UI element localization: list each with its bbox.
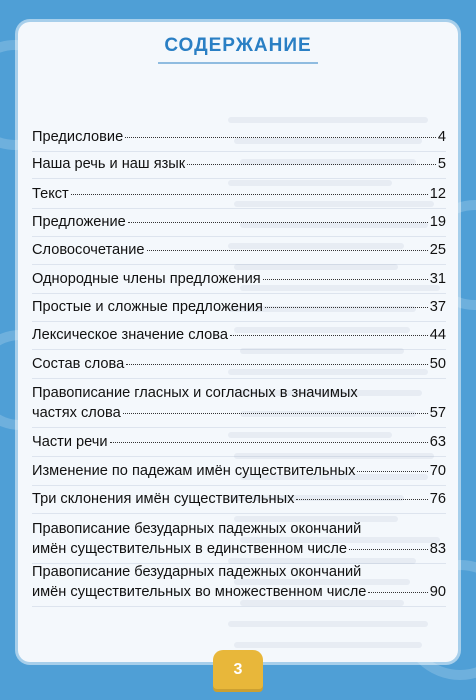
entry-separator [32, 178, 446, 179]
toc-page-number: 83 [429, 541, 446, 557]
leader-dots [265, 307, 428, 308]
toc-entry[interactable] [32, 354, 446, 374]
toc-page-number: 4 [437, 129, 446, 145]
toc-entry-title: Простые и сложные предложения [32, 299, 263, 315]
toc-entry-title: Три склонения имён существительных [32, 491, 295, 507]
toc-page-number: 44 [429, 327, 446, 343]
toc-entry[interactable] [32, 325, 446, 345]
toc-page-number: 25 [429, 242, 446, 258]
toc-entry[interactable] [32, 432, 446, 452]
entry-separator [32, 264, 446, 265]
toc-entry[interactable] [32, 184, 446, 204]
entry-separator [32, 485, 446, 486]
title-underline [158, 62, 318, 64]
leader-dots [71, 194, 428, 195]
entry-separator [32, 513, 446, 514]
page-number-badge: 3 [213, 650, 263, 692]
toc-page-number: 37 [429, 299, 446, 315]
entry-separator [32, 293, 446, 294]
bleed-through-line [228, 621, 428, 627]
toc-entry[interactable] [32, 562, 446, 602]
toc-entry-title: Состав слова [32, 356, 125, 372]
leader-dots [187, 164, 436, 165]
entry-separator [32, 349, 446, 350]
toc-page-number: 19 [429, 214, 446, 230]
toc-entry-title: Правописание безударных падежных окончаний [32, 521, 362, 537]
leader-dots [357, 471, 427, 472]
entry-separator [32, 378, 446, 379]
leader-dots [349, 549, 428, 550]
toc-entry-title: Лексическое значение слова [32, 327, 228, 343]
toc-page-number: 70 [429, 463, 446, 479]
toc-entry[interactable] [32, 269, 446, 289]
leader-dots [230, 335, 428, 336]
leader-dots [147, 250, 428, 251]
toc-page-number: 31 [429, 271, 446, 287]
leader-dots [368, 592, 427, 593]
entry-separator [32, 151, 446, 152]
leader-dots [128, 222, 428, 223]
toc-page-number: 90 [429, 584, 446, 600]
toc-page-number: 5 [437, 156, 446, 172]
toc-entry-title: Однородные члены предложения [32, 271, 261, 287]
toc-entry[interactable] [32, 212, 446, 232]
toc-entry-title: Изменение по падежам имён существительных [32, 463, 356, 479]
toc-entry[interactable] [32, 240, 446, 260]
toc-page-number: 76 [429, 491, 446, 507]
leader-dots [123, 413, 428, 414]
toc-entry[interactable] [32, 127, 446, 147]
toc-entry[interactable] [32, 297, 446, 317]
leader-dots [125, 137, 436, 138]
toc-entry-title: Словосочетание [32, 242, 145, 258]
toc-entry[interactable] [32, 519, 446, 559]
toc-entry-title: имён существительных в единственном числе [32, 541, 348, 557]
entry-separator [32, 456, 446, 457]
toc-page-number: 57 [429, 405, 446, 421]
toc-entry-title: частях слова [32, 405, 121, 421]
toc-page-number: 12 [429, 186, 446, 202]
bleed-through-line [234, 642, 422, 648]
toc-entry-title: Текст [32, 186, 69, 202]
toc-page-number: 63 [429, 434, 446, 450]
toc-entry[interactable] [32, 461, 446, 481]
leader-dots [110, 442, 428, 443]
toc-entry[interactable] [32, 383, 446, 423]
bleed-through-line [228, 117, 428, 123]
toc-entry[interactable] [32, 154, 446, 174]
toc-entry[interactable] [32, 489, 446, 509]
contents-page [18, 22, 458, 662]
entry-separator [32, 236, 446, 237]
leader-dots [263, 279, 428, 280]
entry-separator [32, 321, 446, 322]
toc-entry-title: Наша речь и наш язык [32, 156, 186, 172]
toc-entry-title: Предложение [32, 214, 126, 230]
toc-page-number: 50 [429, 356, 446, 372]
toc-entry-title: Правописание гласных и согласных в значимых [32, 385, 358, 401]
entry-separator [32, 427, 446, 428]
page-title: СОДЕРЖАНИЕ [164, 35, 312, 56]
entry-separator [32, 606, 446, 607]
entry-separator [32, 208, 446, 209]
leader-dots [126, 364, 428, 365]
toc-entry-title: Предисловие [32, 129, 124, 145]
leader-dots [296, 499, 427, 500]
toc-entry-title: Правописание безударных падежных окончаний [32, 564, 362, 580]
toc-entry-title: Части речи [32, 434, 108, 450]
toc-entry-title: имён существительных во множественном числе [32, 584, 367, 600]
